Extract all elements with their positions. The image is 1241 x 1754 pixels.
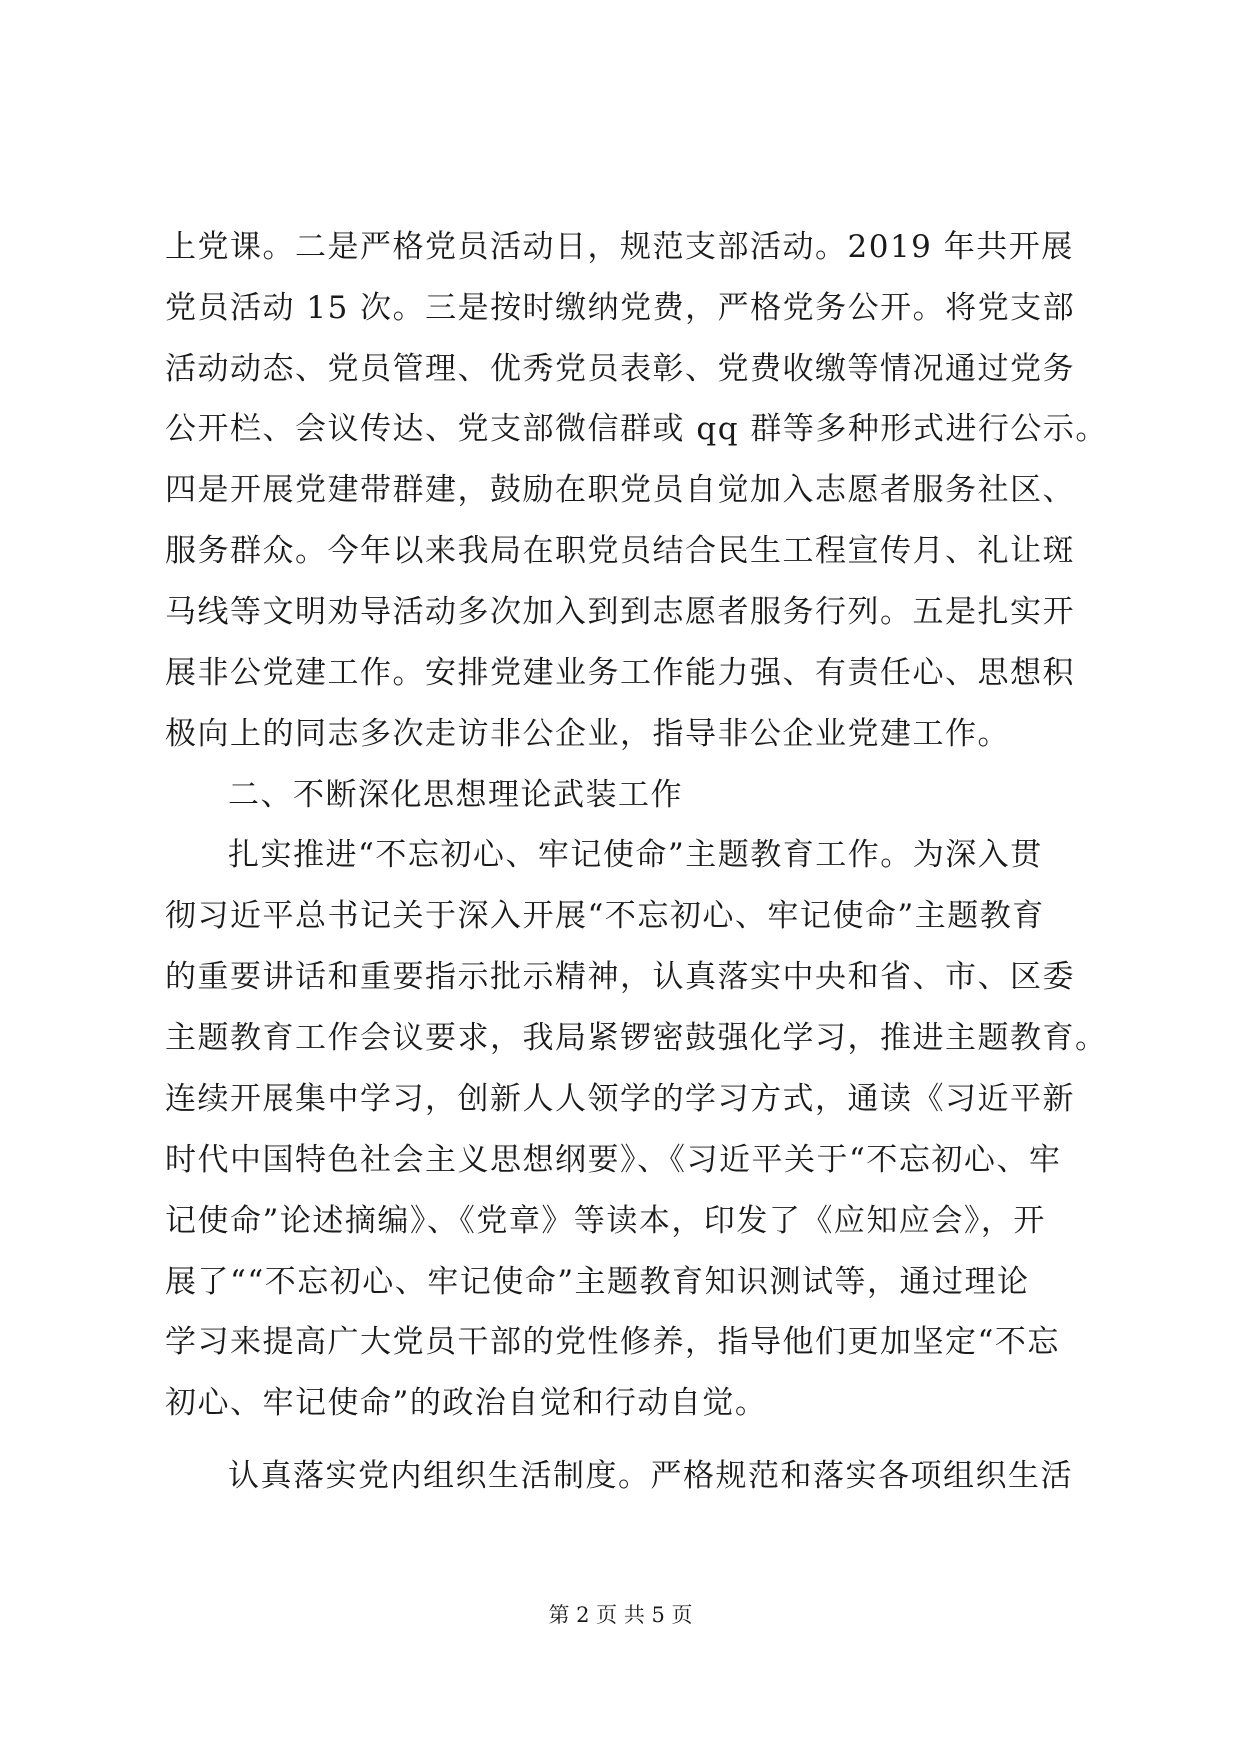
text-line: 初心、牢记使命”的政治自觉和行动自觉。	[165, 1385, 768, 1421]
text-line: 上党课。二是严格党员活动日，规范支部活动。2019 年共开展	[165, 229, 1074, 265]
text-line: 扎实推进“不忘初心、牢记使命”主题教育工作。为深入贯	[228, 837, 1043, 873]
text-line: 四是开展党建带群建，鼓励在职党员自觉加入志愿者服务社区、	[165, 472, 1075, 508]
text-line: 活动动态、党员管理、优秀党员表彰、党费收缴等情况通过党务	[165, 351, 1075, 387]
text-line: 认真落实党内组织生活制度。严格规范和落实各项组织生活	[228, 1458, 1073, 1494]
text-line: 党员活动 15 次。三是按时缴纳党费，严格党务公开。将党支部	[165, 290, 1076, 326]
text-line: 公开栏、会议传达、党支部微信群或 qq 群等多种形式进行公示。	[165, 411, 1108, 447]
text-line: 的重要讲话和重要指示批示精神，认真落实中央和省、市、区委	[165, 959, 1075, 995]
text-line: 主题教育工作会议要求，我局紧锣密鼓强化学习，推进主题教育。	[165, 1020, 1108, 1056]
text-line: 学习来提高广大党员干部的党性修养，指导他们更加坚定“不忘	[165, 1324, 1060, 1360]
text-line: 极向上的同志多次走访非公企业，指导非公企业党建工作。	[165, 716, 1010, 752]
text-line: 马线等文明劝导活动多次加入到到志愿者服务行列。五是扎实开	[165, 594, 1075, 630]
page-number-footer: 第 2 页 共 5 页	[548, 1603, 693, 1627]
text-line: 展非公党建工作。安排党建业务工作能力强、有责任心、思想积	[165, 655, 1075, 691]
text-line: 连续开展集中学习，创新人人领学的学习方式，通读《习近平新	[165, 1081, 1075, 1117]
text-line: 记使命”论述摘编》、《党章》等读本，印发了《应知应会》，开	[165, 1203, 1046, 1239]
text-line: 服务群众。今年以来我局在职党员结合民生工程宣传月、礼让斑	[165, 533, 1075, 569]
text-line: 展了““不忘初心、牢记使命”主题教育知识测试等，通过理论	[165, 1264, 1030, 1300]
section-heading: 二、不断深化思想理论武装工作	[228, 777, 683, 813]
text-line: 时代中国特色社会主义思想纲要》、《习近平关于“不忘初心、牢	[165, 1142, 1062, 1178]
text-line: 彻习近平总书记关于深入开展“不忘初心、牢记使命”主题教育	[165, 898, 1045, 934]
